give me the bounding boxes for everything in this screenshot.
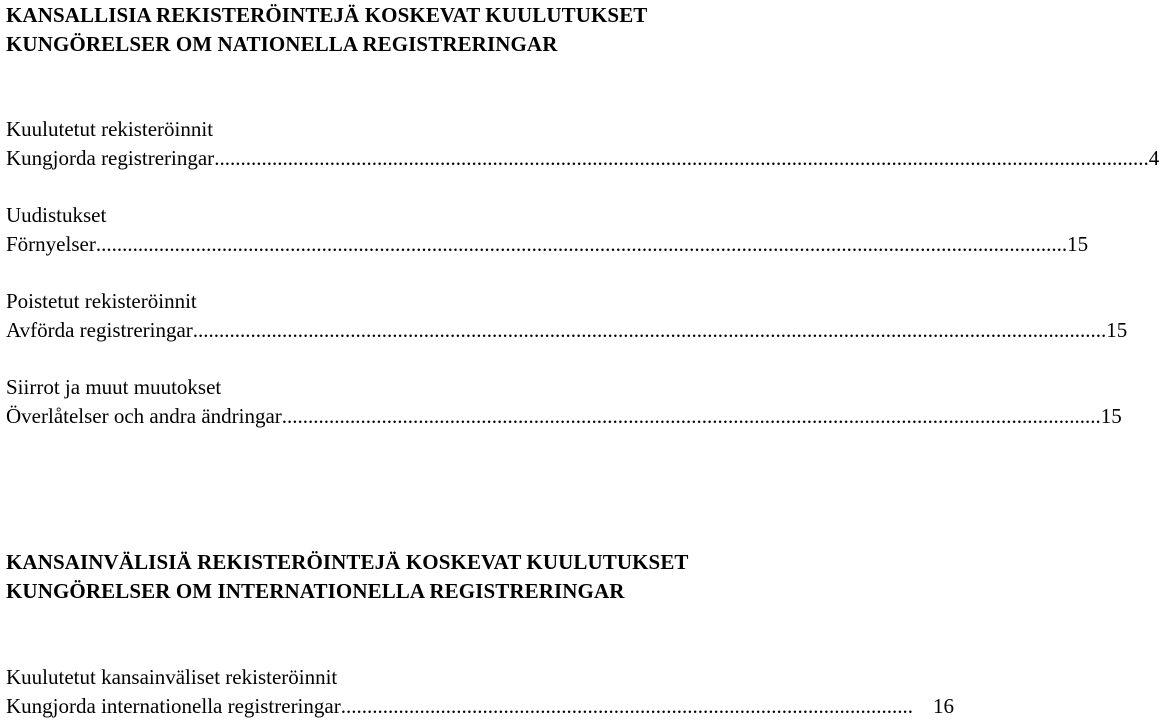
page-number: 15 [1106, 318, 1128, 342]
international-heading-fi: KANSAINVÄLISIÄ REKISTERÖINTEJÄ KOSKEVAT KUULUTUKSET [6, 550, 689, 574]
dot-leader: ......................................................................................................................................................................................... [95, 232, 1068, 256]
entry-international-label-sv: Kungjorda internationella registreringar [6, 694, 341, 718]
dot-leader: .................................................................................................................................................................................. [214, 146, 1149, 170]
entry-international-label-fi: Kuulutetut kansainväliset rekisteröinnit [6, 665, 338, 689]
national-heading-sv: KUNGÖRELSER OM NATIONELLA REGISTRERINGAR [6, 32, 558, 56]
national-heading-fi: KANSALLISIA REKISTERÖINTEJÄ KOSKEVAT KUULUTUKSET [6, 3, 648, 27]
toc-entry-published[interactable] [6, 144, 1159, 173]
entry-transfers-label-sv: Överlåtelser och andra ändringar [6, 404, 282, 428]
international-heading-sv: KUNGÖRELSER OM INTERNATIONELLA REGISTRERINGAR [6, 579, 625, 603]
dot-leader: .............................................................................................................................................................................. [192, 318, 1107, 342]
page-number: 15 [1067, 232, 1089, 256]
page-number: 16 [933, 694, 954, 718]
entry-renewals-label-fi: Uudistukset [6, 203, 107, 227]
entry-removed-label-fi: Poistetut rekisteröinnit [6, 289, 197, 313]
toc-entry-renewals[interactable] [6, 230, 1089, 259]
toc-entry-transfers[interactable] [6, 402, 1122, 431]
page-number: 4 [1148, 146, 1159, 170]
toc-entry-international[interactable] [6, 692, 954, 721]
entry-published-label-fi: Kuulutetut rekisteröinnit [6, 117, 214, 141]
entry-renewals-label-sv: Förnyelser [6, 232, 96, 256]
dot-leader: ............................................................................................................. [340, 694, 913, 718]
toc-entry-removed[interactable] [6, 316, 1128, 345]
entry-transfers-label-fi: Siirrot ja muut muutokset [6, 375, 222, 399]
dot-leader: ............................................................................................................................................................ [281, 404, 1101, 428]
entry-removed-label-sv: Avförda registreringar [6, 318, 193, 342]
page-number: 15 [1100, 404, 1122, 428]
entry-published-label-sv: Kungjorda registreringar [6, 146, 215, 170]
